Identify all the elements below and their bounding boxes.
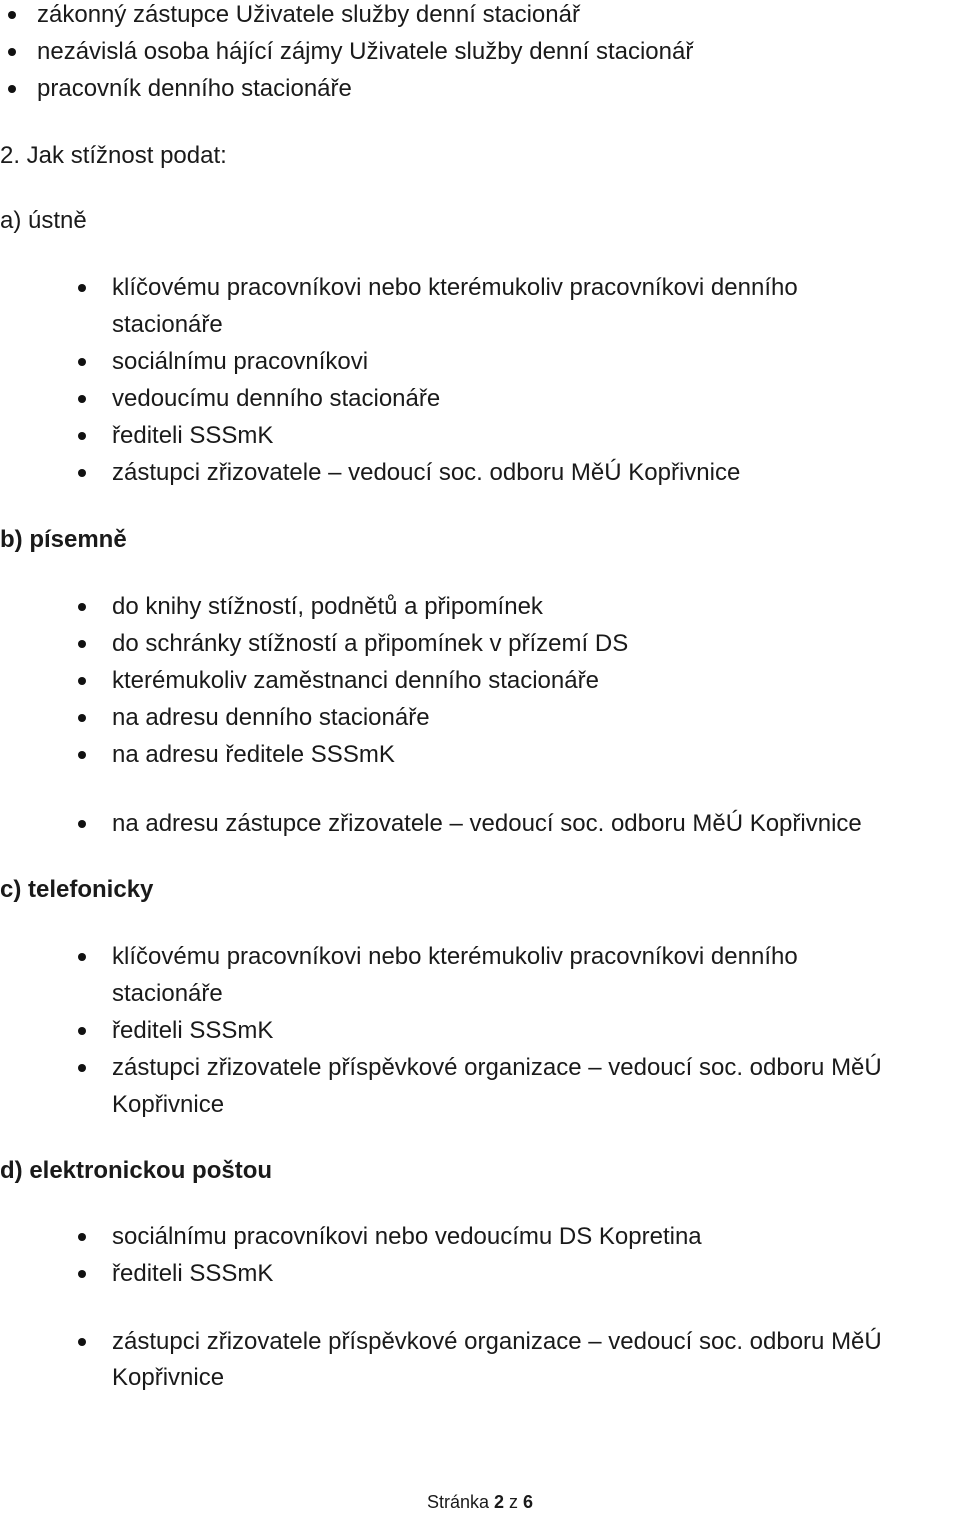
bullet-icon — [78, 284, 86, 292]
bullet-icon — [78, 640, 86, 648]
footer-middle: z — [504, 1492, 524, 1512]
bullet-icon — [78, 1064, 86, 1072]
footer-prefix: Stránka — [426, 1492, 494, 1512]
bullet-icon — [78, 432, 86, 440]
bullet-icon — [78, 751, 86, 759]
page-footer — [0, 1490, 960, 1514]
list-item: řediteli SSSmK — [112, 422, 274, 449]
list-item: na adresu denního stacionáře — [112, 704, 430, 731]
bullet-icon — [8, 85, 16, 93]
list-item: na adresu ředitele SSSmK — [112, 741, 395, 768]
bullet-icon — [78, 1027, 86, 1035]
list-item: vedoucímu denního stacionáře — [112, 385, 441, 412]
footer-page-total: 6 — [523, 1492, 534, 1512]
bullet-icon — [8, 11, 16, 19]
section-heading-written: b) písemně — [0, 526, 127, 553]
bullet-icon — [78, 677, 86, 685]
bullet-icon — [78, 358, 86, 366]
list-item: kterémukoliv zaměstnanci denního stacionáře — [112, 667, 599, 694]
list-item: do schránky stížností a připomínek v přízemí DS — [112, 630, 629, 657]
list-item-continuation: Kopřivnice — [112, 1091, 225, 1118]
section-heading-phone: c) telefonicky — [0, 876, 154, 903]
list-item: zástupci zřizovatele příspěvkové organizace – vedoucí soc. odboru MěÚ — [112, 1328, 882, 1355]
bullet-icon — [78, 469, 86, 477]
section-heading-oral: a) ústně — [0, 207, 87, 234]
section-heading-email: d) elektronickou poštou — [0, 1157, 273, 1184]
bullet-icon — [78, 603, 86, 611]
list-item: sociálnímu pracovníkovi nebo vedoucímu DS Kopretina — [112, 1223, 702, 1250]
bullet-icon — [78, 714, 86, 722]
list-item: zástupci zřizovatele příspěvkové organizace – vedoucí soc. odboru MěÚ — [112, 1054, 882, 1081]
bullet-icon — [78, 395, 86, 403]
bullet-icon — [8, 48, 16, 56]
list-item: zástupci zřizovatele – vedoucí soc. odboru MěÚ Kopřivnice — [112, 459, 741, 486]
top-list-item: zákonný zástupce Uživatele služby denní stacionář — [37, 1, 580, 28]
list-item: klíčovému pracovníkovi nebo kterémukoliv pracovníkovi denního — [112, 943, 798, 970]
list-item: řediteli SSSmK — [112, 1017, 274, 1044]
bullet-icon — [78, 1270, 86, 1278]
list-item: sociálnímu pracovníkovi — [112, 348, 369, 375]
top-list-item: nezávislá osoba hájící zájmy Uživatele služby denní stacionář — [37, 38, 694, 65]
footer-page-number: 2 — [494, 1492, 505, 1512]
list-item: do knihy stížností, podnětů a připomínek — [112, 593, 543, 620]
section-heading-how: 2. Jak stížnost podat: — [0, 142, 227, 169]
bullet-icon — [78, 1233, 86, 1241]
bullet-icon — [78, 820, 86, 828]
list-item: na adresu zástupce zřizovatele – vedoucí soc. odboru MěÚ Kopřivnice — [112, 810, 862, 837]
list-item: řediteli SSSmK — [112, 1260, 274, 1287]
list-item-continuation: stacionáře — [112, 980, 223, 1007]
list-item: klíčovému pracovníkovi nebo kterémukoliv pracovníkovi denního — [112, 274, 798, 301]
bullet-icon — [78, 1338, 86, 1346]
top-list-item: pracovník denního stacionáře — [37, 75, 352, 102]
list-item-continuation: stacionáře — [112, 311, 223, 338]
list-item-continuation: Kopřivnice — [112, 1364, 225, 1391]
bullet-icon — [78, 953, 86, 961]
